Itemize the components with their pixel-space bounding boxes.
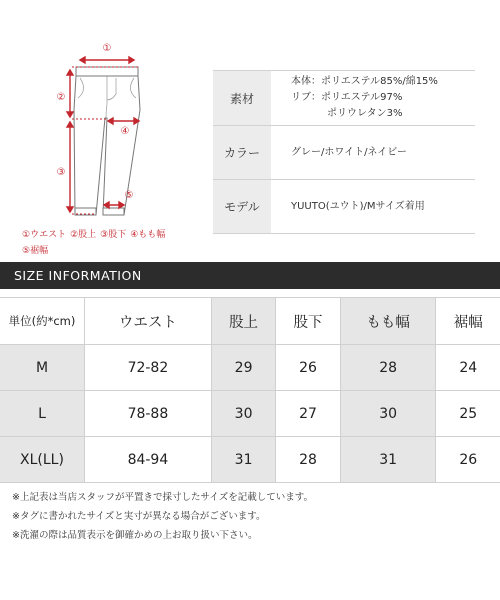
table-cell: 78-88 (84, 391, 211, 437)
size-label: L (0, 391, 84, 437)
note-line: ※洗濯の際は品質表示を御確かめの上お取り扱い下さい。 (12, 530, 258, 541)
table-cell: 28 (340, 345, 436, 391)
table-cell: 30 (340, 391, 436, 437)
table-cell: 30 (211, 391, 275, 437)
table-row (0, 437, 500, 483)
waistband-shape (76, 67, 138, 76)
right-cuff-shape (103, 208, 124, 215)
legend-rise: ②股上 (70, 230, 97, 240)
column-header-waist: ウエスト (84, 297, 211, 345)
column-header-rise: 股上 (211, 297, 275, 345)
spec-row-material (213, 70, 475, 126)
material-line: ポリウレタン3% (327, 108, 403, 119)
spec-value-material (291, 71, 438, 125)
column-header-thigh: もも幅 (340, 297, 436, 345)
table-cell: 24 (435, 345, 500, 391)
note-line: ※タグに書かれたサイズと実寸が異なる場合がございます。 (12, 511, 266, 522)
column-header-inseam: 股下 (275, 297, 339, 345)
material-line: リブ：ポリエステル97% (291, 92, 403, 103)
spec-label-color: カラー (213, 126, 271, 179)
size-label: M (0, 345, 84, 391)
spec-label-model: モデル (213, 180, 271, 233)
table-cell: 84-94 (84, 437, 211, 483)
table-cell: 28 (275, 437, 339, 483)
table-cell: 27 (275, 391, 339, 437)
size-notes (12, 488, 492, 545)
table-row (0, 345, 500, 391)
material-line: 本体：ポリエステル85%/綿15% (291, 76, 438, 87)
table-cell: 26 (435, 437, 500, 483)
spec-value-model (291, 180, 425, 233)
table-row (0, 391, 500, 437)
note-line: ※上記表は当店スタッフが平置きで採寸したサイズを記載しています。 (12, 492, 313, 503)
product-detail-section (0, 0, 500, 260)
marker-waist: ① (102, 43, 112, 54)
marker-inseam: ③ (56, 167, 66, 178)
table-cell: 26 (275, 345, 339, 391)
size-table (0, 297, 500, 483)
marker-rise: ② (56, 92, 66, 103)
spec-label-material: 素材 (213, 71, 271, 125)
size-information-header: SIZE INFORMATION (0, 262, 500, 289)
table-cell: 29 (211, 345, 275, 391)
size-table-header-row (0, 297, 500, 345)
column-header-hem: 裾幅 (435, 297, 500, 345)
pants-illustration (0, 0, 210, 230)
marker-thigh: ④ (120, 126, 130, 137)
spec-row-color (213, 126, 475, 180)
measurement-legend (22, 227, 212, 259)
pants-measurement-diagram (0, 0, 210, 260)
legend-thigh: ④もも幅 (130, 230, 166, 240)
spec-value-color (291, 126, 407, 179)
model-line: YUUTO(ユウト)/Mサイズ着用 (291, 200, 425, 212)
legend-inseam: ③股下 (100, 230, 127, 240)
product-spec-table (213, 70, 475, 234)
legend-hem: ⑤裾幅 (22, 246, 49, 256)
color-line: グレー/ホワイト/ネイビー (291, 146, 407, 158)
size-label: XL(LL) (0, 437, 84, 483)
legend-waist: ①ウエスト (22, 230, 67, 240)
spec-row-model (213, 180, 475, 234)
unit-label: 単位(約*cm) (0, 297, 84, 345)
table-cell: 72-82 (84, 345, 211, 391)
table-cell: 31 (211, 437, 275, 483)
table-cell: 25 (435, 391, 500, 437)
marker-hem: ⑤ (124, 190, 134, 201)
table-cell: 31 (340, 437, 436, 483)
